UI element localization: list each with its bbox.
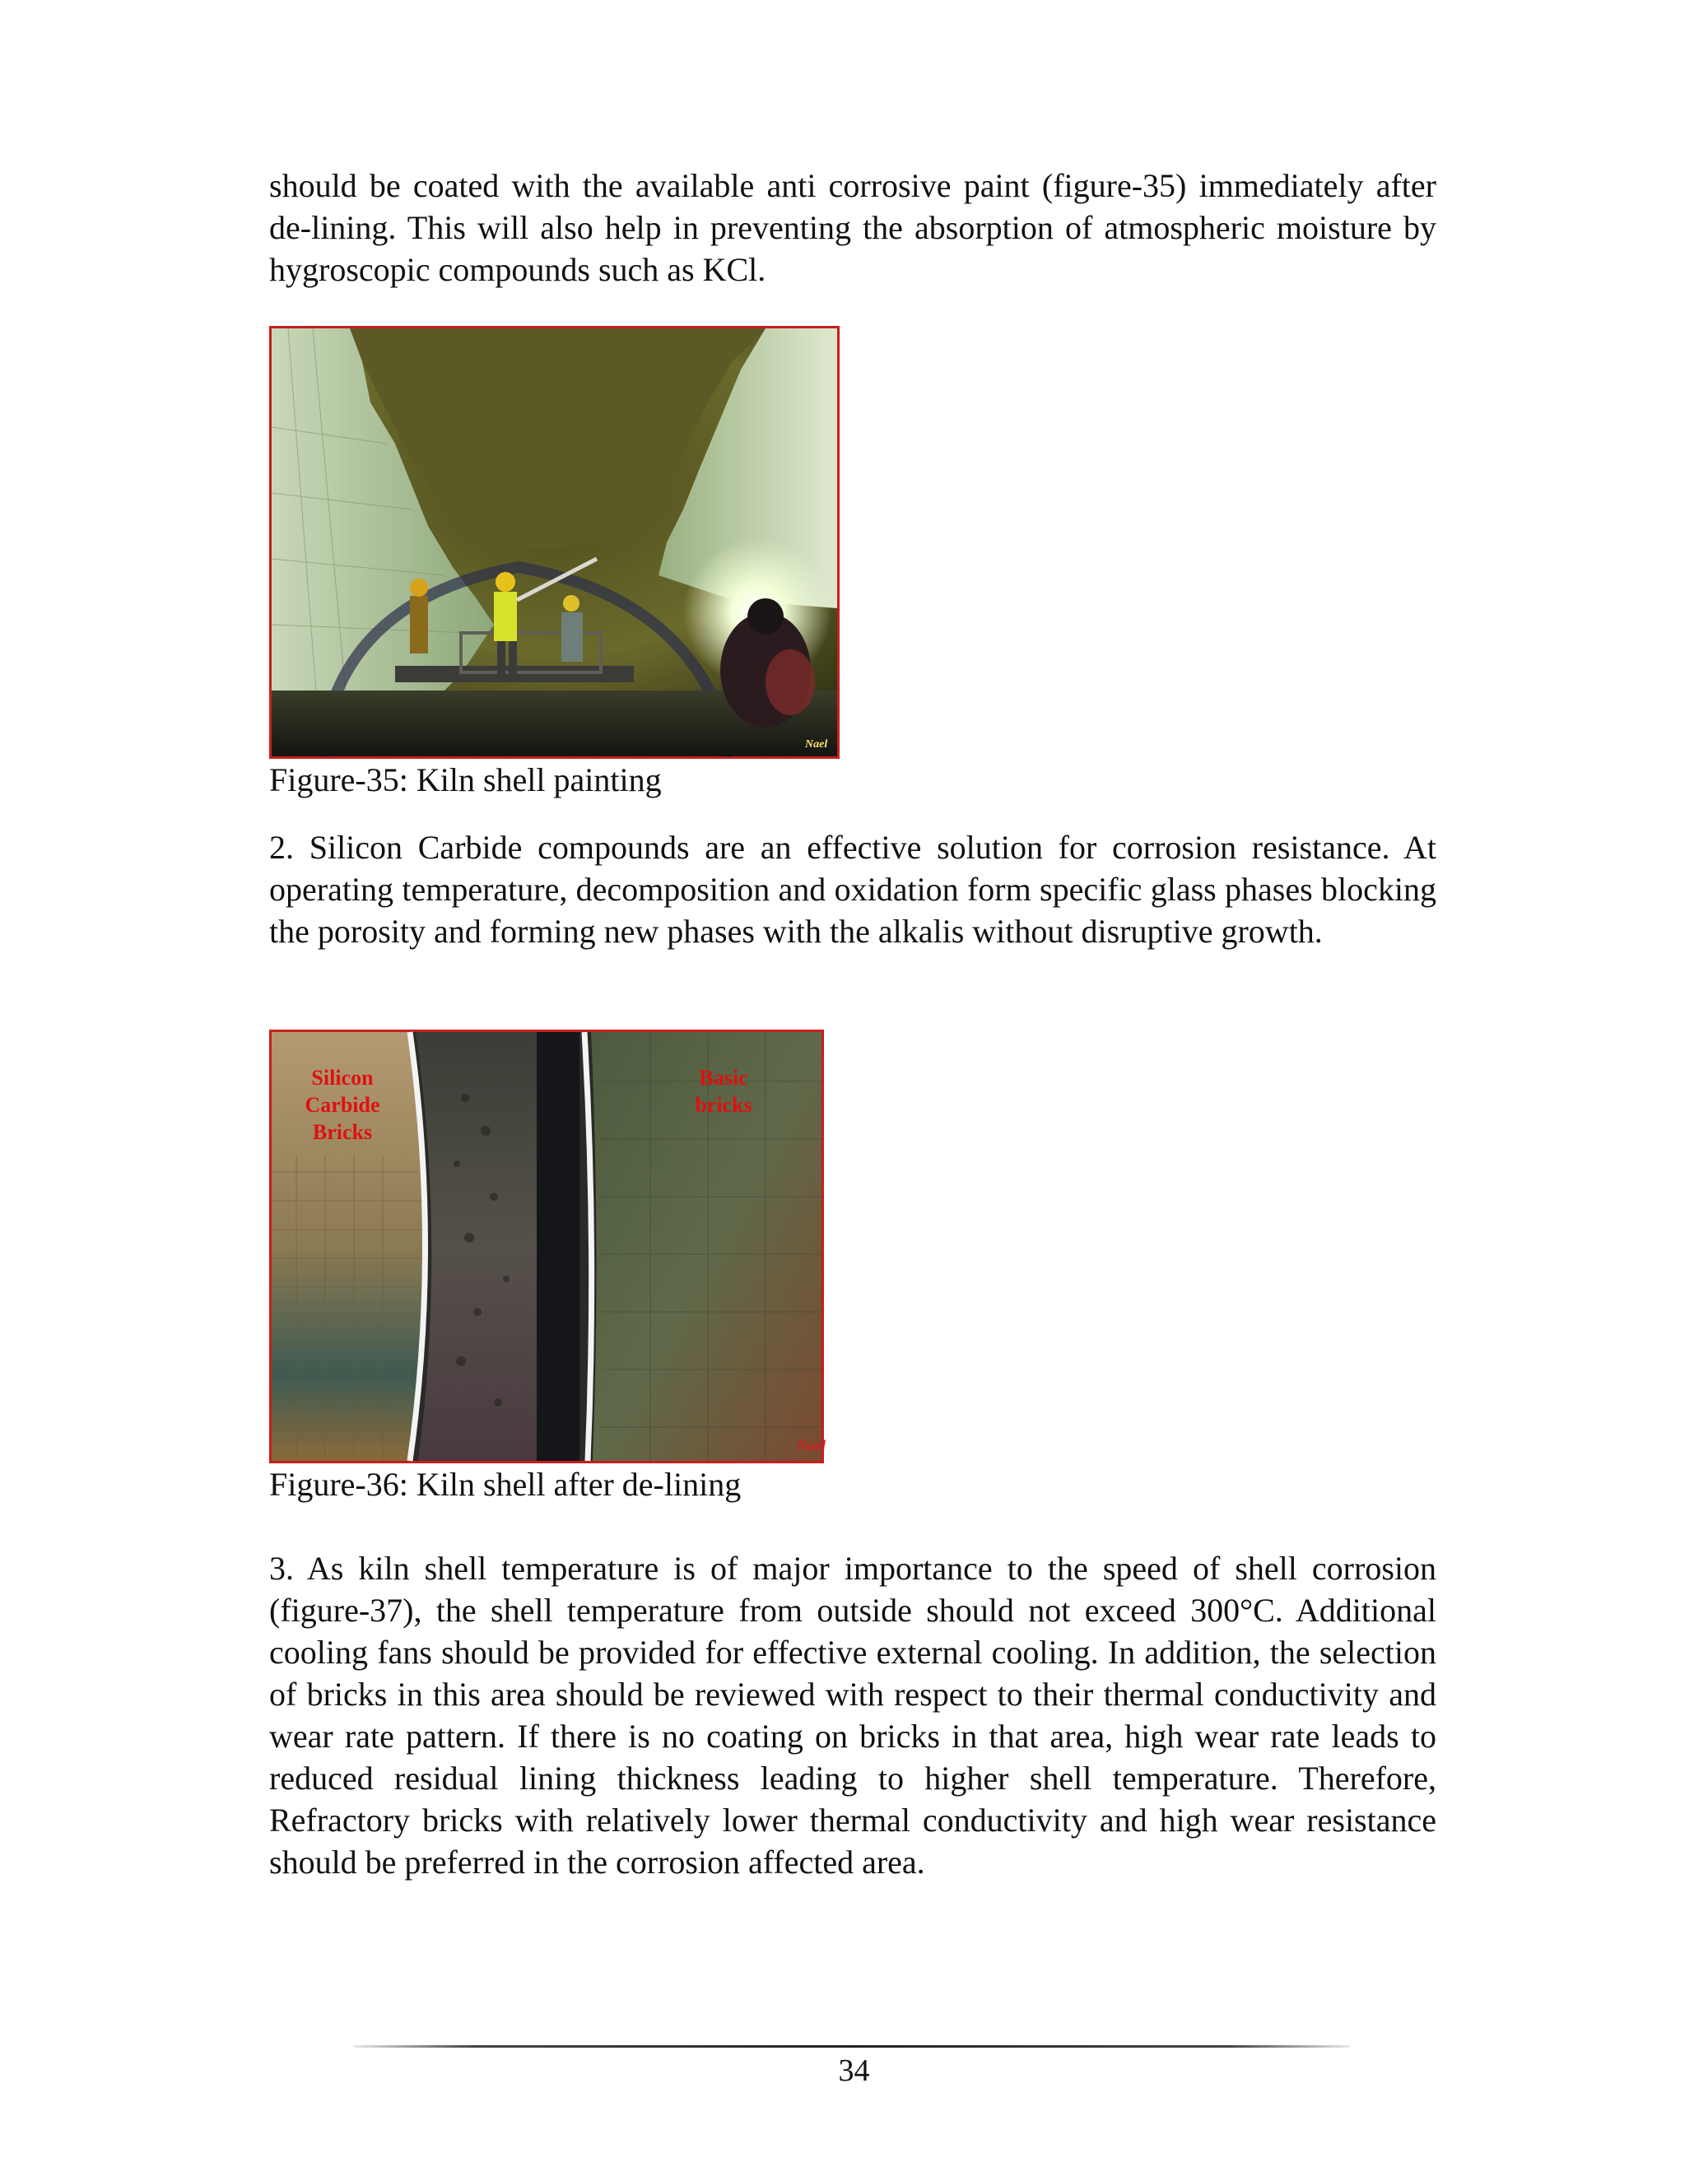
footer-rule bbox=[354, 2045, 1350, 2048]
figure-35-image bbox=[272, 328, 837, 756]
figure-36-label-basic-bricks: bricks bbox=[695, 1093, 752, 1117]
paragraph-silicon-carbide: 2. Silicon Carbide compounds are an effective solution for corrosion resistance. At operating temperature, decomposition and oxidation form specific glass phases blocking the porosity and forming new phases with the alkalis without disruptive growth. bbox=[269, 829, 1436, 950]
figure-36-caption: Figure-36: Kiln shell after de-lining bbox=[269, 1466, 742, 1503]
paragraph-shell-temperature: 3. As kiln shell temperature is of major importance to the speed of shell corrosion (figure-37), the shell temperature from outside should not exceed 300°C. Additional cooling fans should be provided for effective external cooling. In addition, the selection of bricks in this area should be reviewed with respect to their thermal conductivity and wear rate pattern. If there is no coating on bricks in that area, high wear rate leads to reduced residual lining thickness leading to higher shell temperature. Therefore, Refractory bricks with relatively lower thermal conductivity and high wear resistance should be preferred in the corrosion affected area. bbox=[269, 1550, 1436, 1881]
figure-35-caption: Figure-35: Kiln shell painting bbox=[269, 761, 662, 798]
figure-36-label-basic: Basic bbox=[699, 1066, 748, 1090]
figure-36-label-bricks: Bricks bbox=[312, 1120, 373, 1144]
figure-35-watermark: Nael bbox=[805, 738, 828, 751]
figure-35-kiln-painting-photo bbox=[269, 326, 840, 759]
figure-36-label-carbide: Carbide bbox=[305, 1093, 380, 1117]
figure-36-image bbox=[272, 1032, 826, 1461]
page-number: 34 bbox=[838, 2053, 870, 2088]
figure-36-kiln-delined-photo bbox=[269, 1030, 824, 1463]
figure-36-watermark: Nael bbox=[797, 1437, 826, 1453]
paragraph-anti-corrosive-paint: should be coated with the available anti corrosive paint (figure-35) immediately after de-lining. This will also help in preventing the absorption of atmospheric moisture by hygroscopic compounds such as KCl. bbox=[269, 167, 1436, 288]
figure-36-label-silicon: Silicon bbox=[311, 1066, 374, 1090]
